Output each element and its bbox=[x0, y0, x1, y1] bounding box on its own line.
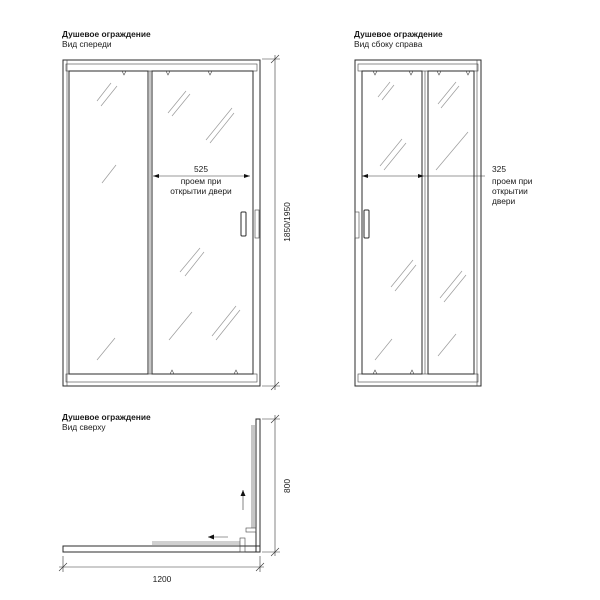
top-view-drawing bbox=[59, 415, 292, 584]
front-glass-glint bbox=[185, 252, 204, 276]
front-glass-glint bbox=[210, 113, 234, 143]
front-glass-glint bbox=[169, 312, 192, 340]
top-front-slide-arrowhead bbox=[208, 535, 214, 540]
front-view-drawing bbox=[63, 55, 292, 390]
front-fixed-panel bbox=[69, 71, 148, 374]
side-glass-glint bbox=[375, 339, 392, 360]
front-top-profile bbox=[66, 64, 257, 71]
side-door-handle[interactable] bbox=[364, 210, 369, 238]
side-view-title: Душевое ограждение bbox=[354, 29, 443, 39]
top-view-subtitle: Вид сверху bbox=[62, 422, 106, 432]
side-fixed-panel bbox=[428, 71, 474, 374]
front-glass-glint bbox=[102, 165, 116, 183]
front-glass-glint bbox=[216, 310, 240, 340]
front-top-rollers bbox=[122, 71, 212, 75]
front-glass-glint bbox=[206, 108, 232, 140]
front-glass-glint bbox=[97, 338, 115, 360]
top-side-slide-arrowhead bbox=[241, 490, 246, 496]
front-opening-note-2: открытии двери bbox=[170, 186, 232, 196]
top-side-wall bbox=[256, 419, 260, 552]
side-opening-note-1: проем при bbox=[492, 176, 533, 186]
side-glass-glint bbox=[378, 82, 390, 97]
front-opening-note-1: проем при bbox=[180, 176, 222, 186]
front-door-handle[interactable] bbox=[241, 212, 246, 236]
side-bottom-rollers bbox=[373, 370, 414, 374]
front-magnet-strip bbox=[255, 210, 259, 238]
side-top-profile bbox=[358, 64, 478, 71]
depth-value: 800 bbox=[282, 479, 292, 493]
front-glass-glint bbox=[212, 306, 236, 336]
top-front-stopper bbox=[240, 538, 245, 552]
front-view-subtitle: Вид спереди bbox=[62, 39, 112, 49]
side-opening-value: 325 bbox=[492, 164, 506, 174]
side-glass-glint bbox=[438, 334, 456, 356]
side-opening-note-3: двери bbox=[492, 196, 516, 206]
front-view-title: Душевое ограждение bbox=[62, 29, 151, 39]
side-outer-frame bbox=[355, 60, 481, 386]
side-view-drawing bbox=[355, 60, 533, 386]
top-view-title: Душевое ограждение bbox=[62, 412, 151, 422]
side-glass-glint bbox=[436, 132, 468, 170]
front-glass-glint bbox=[180, 248, 200, 272]
front-sliding-door bbox=[152, 71, 253, 374]
side-glass-glint bbox=[382, 85, 394, 100]
side-glass-glint bbox=[391, 260, 413, 287]
top-front-wall bbox=[63, 546, 260, 552]
front-glass-glint bbox=[101, 86, 117, 106]
front-bottom-profile bbox=[66, 374, 257, 382]
width-value: 1200 bbox=[152, 574, 172, 584]
top-side-stopper bbox=[246, 528, 256, 532]
side-opening-note-2: открытии bbox=[492, 186, 528, 196]
height-value: 1850/1950 bbox=[282, 202, 292, 242]
front-bottom-rollers bbox=[170, 370, 238, 374]
front-outer-frame bbox=[63, 60, 260, 386]
side-near-panel bbox=[362, 71, 422, 374]
front-opening-value: 525 bbox=[194, 164, 208, 174]
side-view-subtitle: Вид сбоку справа bbox=[354, 39, 423, 49]
side-magnet-strip bbox=[355, 212, 359, 238]
side-bottom-profile bbox=[358, 374, 478, 382]
front-glass-glint bbox=[97, 83, 111, 101]
